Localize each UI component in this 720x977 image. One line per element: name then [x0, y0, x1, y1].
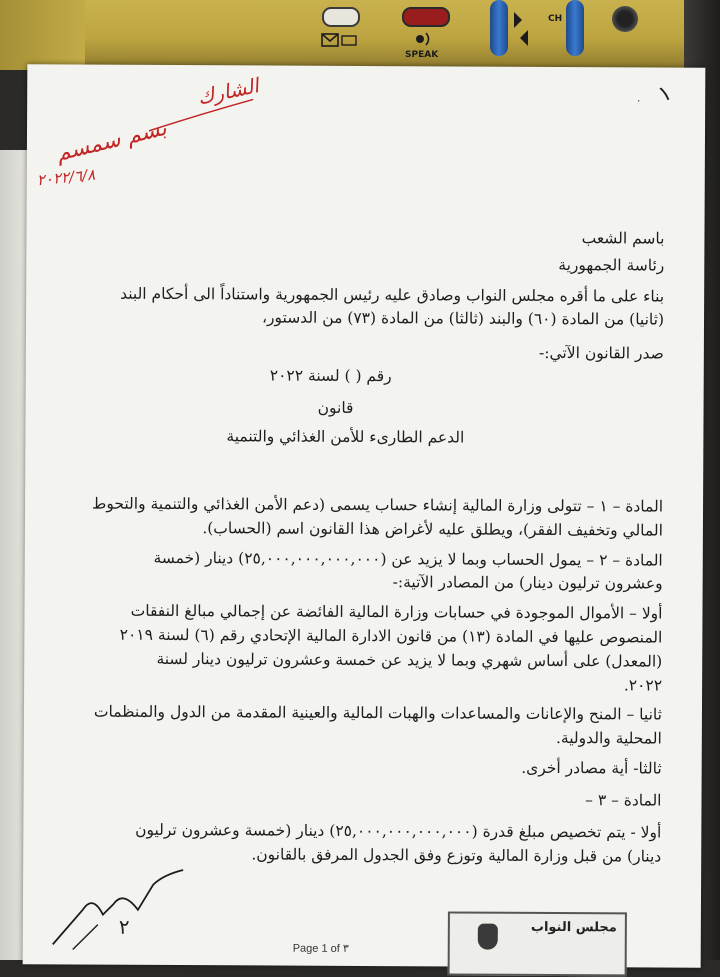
device-blue-pill-left — [490, 0, 508, 56]
doc-line-presidency: رئاسة الجمهورية — [558, 256, 665, 275]
doc-first-b: المنصوص عليها في المادة (١٣) من قانون الادارة المالية الإتحادي رقم (٦) لسنة ٢٠١٩ — [119, 625, 663, 647]
doc-first-d: ٢٠٢٢. — [623, 676, 663, 695]
doc-law-number: رقم ( ) لسنة ٢٠٢٢ — [269, 366, 392, 386]
doc-article2-b: وعشرون ترليون دينار) من المصادر الآتية:- — [392, 573, 663, 593]
page-number: Page 1 of ٣ — [292, 942, 349, 955]
mail-icon — [320, 30, 360, 50]
speak-label: SPEAK — [405, 50, 439, 60]
arrow-icon — [510, 8, 534, 48]
doc-law-word: قانون — [317, 398, 354, 417]
doc-preamble-2: (ثانيا) من المادة (٦٠) والبند (ثالثا) من المادة (٧٣) من الدستور، — [262, 308, 665, 329]
doc-first-c: (المعدل) على أساس شهري وبما لا يزيد عن خمسة وعشرون ترليون دينار لسنة — [156, 649, 663, 671]
speaker-icon — [408, 30, 438, 48]
device-panel — [0, 0, 720, 70]
doc-art3-first-a: أولا - يتم تخصيص مبلغ قدرة (٢٥,٠٠٠,٠٠٠,٠٠٠,٠٠٠) دينار (خمسة وعشرون ترليون — [135, 820, 662, 842]
device-edge — [0, 0, 85, 70]
doc-article2-a: المادة – ٢ – يمول الحساب وبما لا يزيد عن (٢٥,٠٠٠,٠٠٠,٠٠٠,٠٠٠) دينار (خمسة — [153, 548, 663, 570]
doc-preamble-1: بناء على ما أقره مجلس النواب وصادق عليه رئيس الجمهورية واستناداً الى أحكام البند — [120, 284, 665, 306]
corner-mark: ١ — [654, 80, 676, 108]
handwritten-annotation: الشارك — [195, 73, 261, 110]
doc-issued: صدر القانون الآتي:- — [539, 343, 664, 363]
device-blue-pill-right — [566, 0, 584, 56]
doc-law-title: الدعم الطارىء للأمن الغذائي والتنمية — [226, 427, 465, 447]
parliament-stamp — [448, 911, 627, 976]
doc-article3: المادة – ٣ – — [585, 791, 662, 810]
stamp-title: مجلس النواب — [530, 919, 617, 936]
handwritten-signature-name: بسم سمسم — [53, 115, 170, 167]
ch-label: CH — [548, 14, 563, 24]
doc-first-a: أولا – الأموال الموجودة في حسابات وزارة المالية الفائضة عن إجمالي مبالغ النفقات — [130, 601, 663, 623]
document-page — [23, 64, 706, 968]
iraq-map-icon — [478, 924, 498, 950]
device-red-button — [402, 7, 450, 27]
doc-article1-a: المادة – ١ – تتولى وزارة المالية إنشاء حساب يسمى (دعم الأمن الغذائي والتنمية والتحوط — [92, 494, 664, 516]
bottom-mark: ٢ — [118, 914, 130, 939]
device-knob — [612, 6, 638, 32]
doc-line-people: باسم الشعب — [581, 229, 665, 248]
doc-second-b: المحلية والدولية. — [555, 729, 662, 748]
doc-art3-first-b: دينار) من قبل وزارة المالية وتوزع وفق الجدول المرفق بالقانون. — [251, 845, 662, 866]
punch-dot: . — [637, 93, 641, 105]
handwritten-date: ٢٠٢٢/٦/٨ — [36, 165, 96, 190]
device-white-button — [322, 7, 360, 27]
doc-article1-b: المالي وتخفيف الفقر)، ويطلق عليه لأغراض هذا القانون اسم (الحساب). — [202, 519, 663, 540]
doc-second-a: ثانيا – المنح والإعانات والمساعدات والهبات المالية والعينية المقدمة من الدول والمنظمات — [93, 702, 663, 724]
handwritten-signature — [43, 854, 194, 955]
doc-third: ثالثا- أية مصادر أخرى. — [521, 758, 662, 778]
